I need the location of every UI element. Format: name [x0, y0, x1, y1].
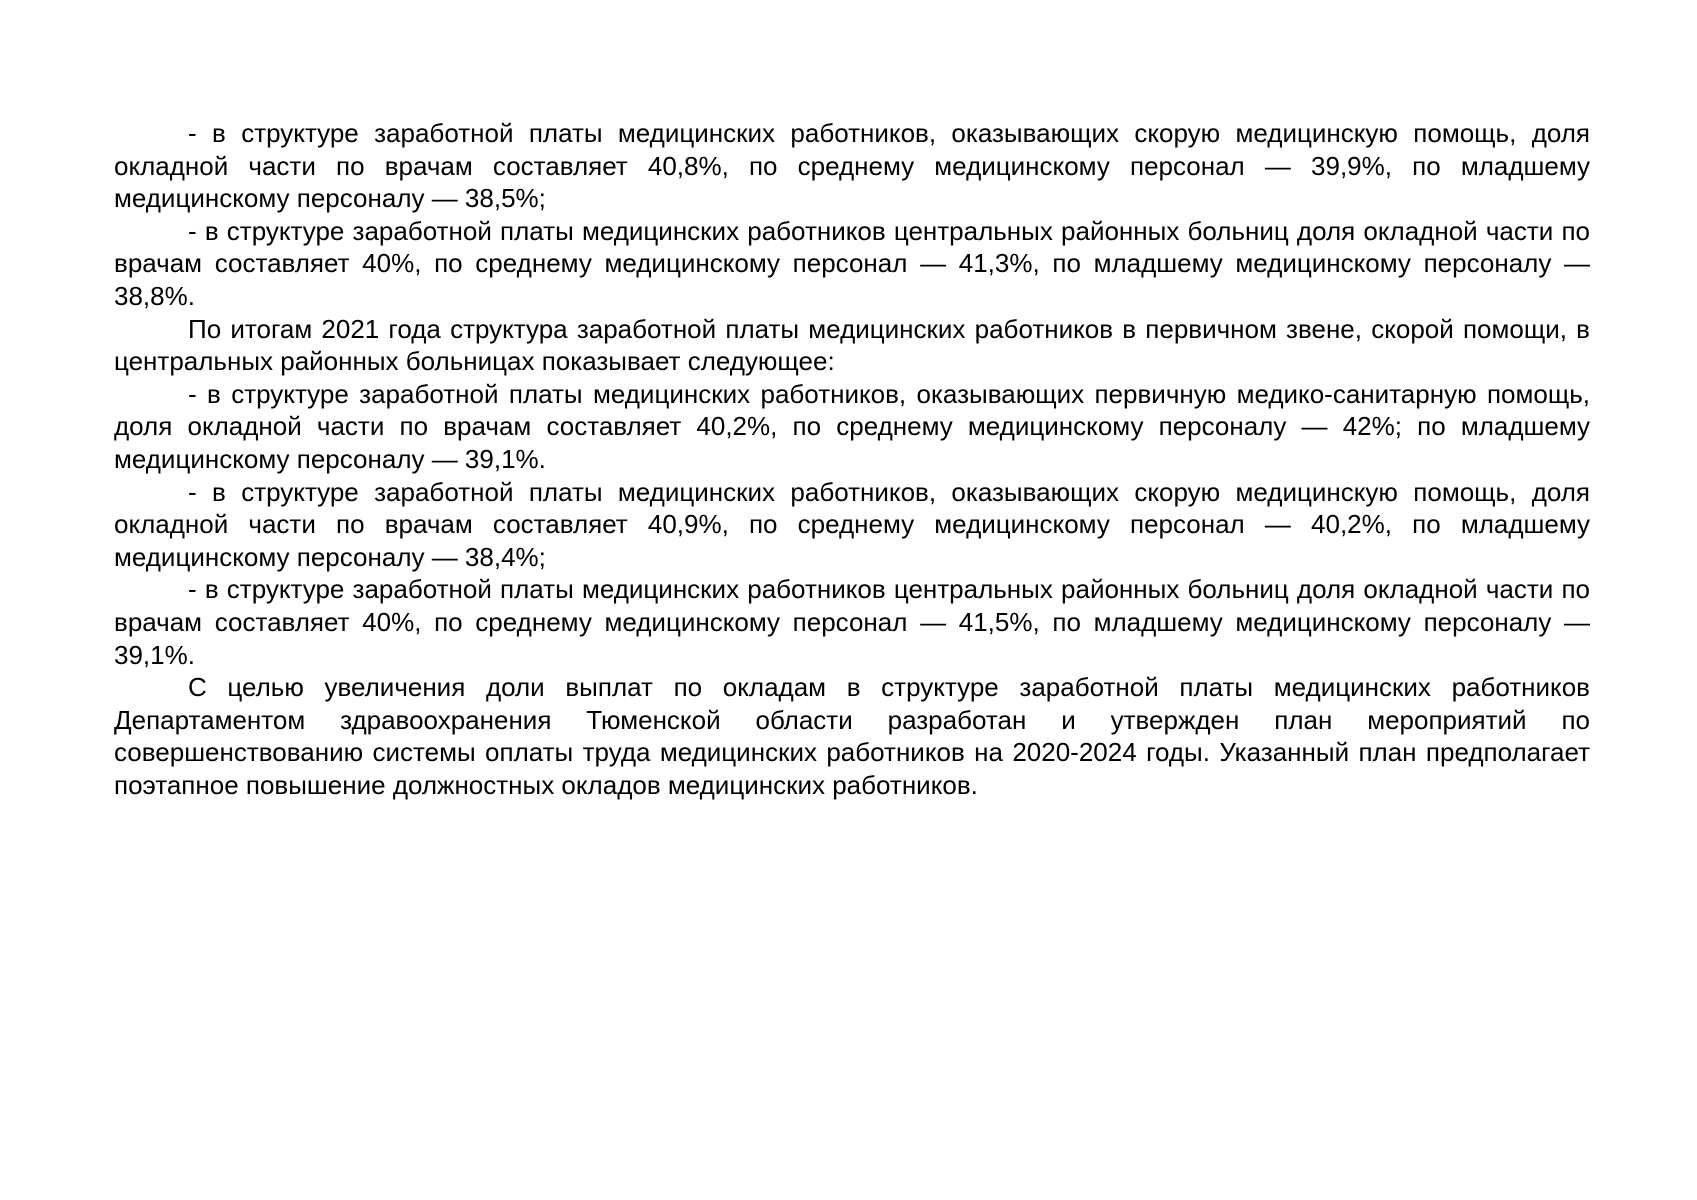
paragraph-ambulance-2020: - в структуре заработной платы медицинских работников, оказывающих скорую медицинскую помощь, доля окладной части по врачам составляет 40,8%, по среднему медицинскому персонал — 39,9%, по младшему медицинскому персоналу — 38,5%; — [114, 118, 1590, 214]
paragraph-district-hospitals-2021: - в структуре заработной платы медицинских работников центральных районных больниц доля окладной части по врачам составляет 40%, по среднему медицинскому персонал — 41,5%, по младшему медицинскому персоналу — 39,1%. — [114, 574, 1590, 670]
paragraph-results-2021-intro: По итогам 2021 года структура заработной платы медицинских работников в первичном звене, скорой помощи, в центральных районных больницах показывает следующее: — [114, 313, 1590, 377]
document-page — [114, 117, 1590, 801]
paragraph-action-plan: С целью увеличения доли выплат по окладам в структуре заработной платы медицинских работников Департаментом здравоохранения Тюменской области разработан и утвержден план мероприятий по совершенствованию системы оплаты труда медицинских работников на 2020-2024 годы. Указанный план предполагает поэтапное повышение должностных окладов медицинских работников. — [114, 672, 1590, 800]
paragraph-primary-care-2021: - в структуре заработной платы медицинских работников, оказывающих первичную медико-санитарную помощь, доля окладной части по врачам составляет 40,2%, по среднему медицинскому персоналу — 42%; по младшему медицинскому персоналу — 39,1%. — [114, 378, 1590, 474]
paragraph-ambulance-2021: - в структуре заработной платы медицинских работников, оказывающих скорую медицинскую помощь, доля окладной части по врачам составляет 40,9%, по среднему медицинскому персонал — 40,2%, по младшему медицинскому персоналу — 38,4%; — [114, 476, 1590, 572]
paragraph-district-hospitals-2020: - в структуре заработной платы медицинских работников центральных районных больниц доля окладной части по врачам составляет 40%, по среднему медицинскому персонал — 41,3%, по младшему медицинскому персоналу — 38,8%. — [114, 215, 1590, 311]
